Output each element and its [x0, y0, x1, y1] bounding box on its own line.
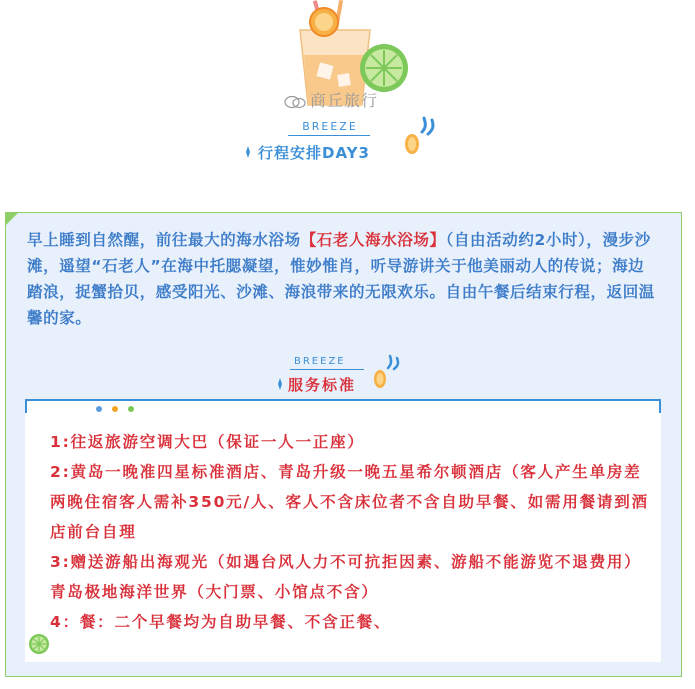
itinerary-paragraph: [27, 227, 659, 331]
header: [0, 0, 695, 175]
service-title: 服务标准: [288, 376, 357, 394]
water-splash-icon: [274, 376, 286, 392]
corner-decoration: [5, 212, 19, 226]
watermark: [284, 88, 378, 111]
wechat-icon: [284, 95, 306, 109]
lime-slice-icon: [358, 42, 410, 94]
service-breeze-divider: [290, 369, 364, 370]
list-item: 2:黄岛一晚准四星标准酒店、青岛升级一晚五星希尔顿酒店（客人产生单房差 两晚住宿客人需补350元/人、客人不含床位者不含自助早餐、如需用餐请到酒店前台自理: [50, 463, 649, 541]
service-breeze-label: BREEZE: [294, 356, 346, 367]
lime-slice-icon: [28, 633, 50, 655]
list-item: 4：餐：二个早餐均为自助早餐、不含正餐、: [50, 613, 392, 631]
card-edge-right: [651, 399, 661, 413]
card-edge-left: [25, 399, 35, 413]
dot-orange: [112, 406, 118, 412]
breeze-divider: [288, 135, 370, 136]
itinerary-text-pre: 早上睡到自然醒，前往最大的海水浴场: [27, 231, 301, 249]
day-title-text: 行程安排DAY3: [258, 144, 370, 162]
card-dots: [96, 397, 144, 416]
dot-blue: [96, 406, 102, 412]
dot-green: [128, 406, 134, 412]
itinerary-text-post: （自由活动约2小时），漫步沙滩，遥望“石老人”在海中托腮凝望，惟妙惟肖，听导游讲关于他美丽动人的传说；海边踏浪，捉蟹拾贝，感受阳光、沙滩、海浪带来的无限欢乐。自由午餐后结束行程，返回温馨的家。: [27, 231, 655, 327]
itinerary-highlight: 【石老人海水浴场】: [300, 231, 446, 249]
service-list: [50, 427, 650, 637]
list-item: 1:往返旅游空调大巴（保证一人一正座）: [50, 433, 365, 451]
orange-drop-icon: [400, 114, 440, 158]
water-splash-icon: [242, 144, 254, 160]
watermark-text: 商丘旅行: [310, 91, 379, 110]
breeze-label: BREEZE: [302, 120, 358, 133]
list-item: 3:赠送游船出海观光（如遇台风人力不可抗拒因素、游船不能游览不退费用）青岛极地海洋世界（大门票、小馆点不含）: [50, 553, 642, 601]
orange-drop-icon: [370, 352, 404, 392]
service-heading: [270, 356, 420, 396]
